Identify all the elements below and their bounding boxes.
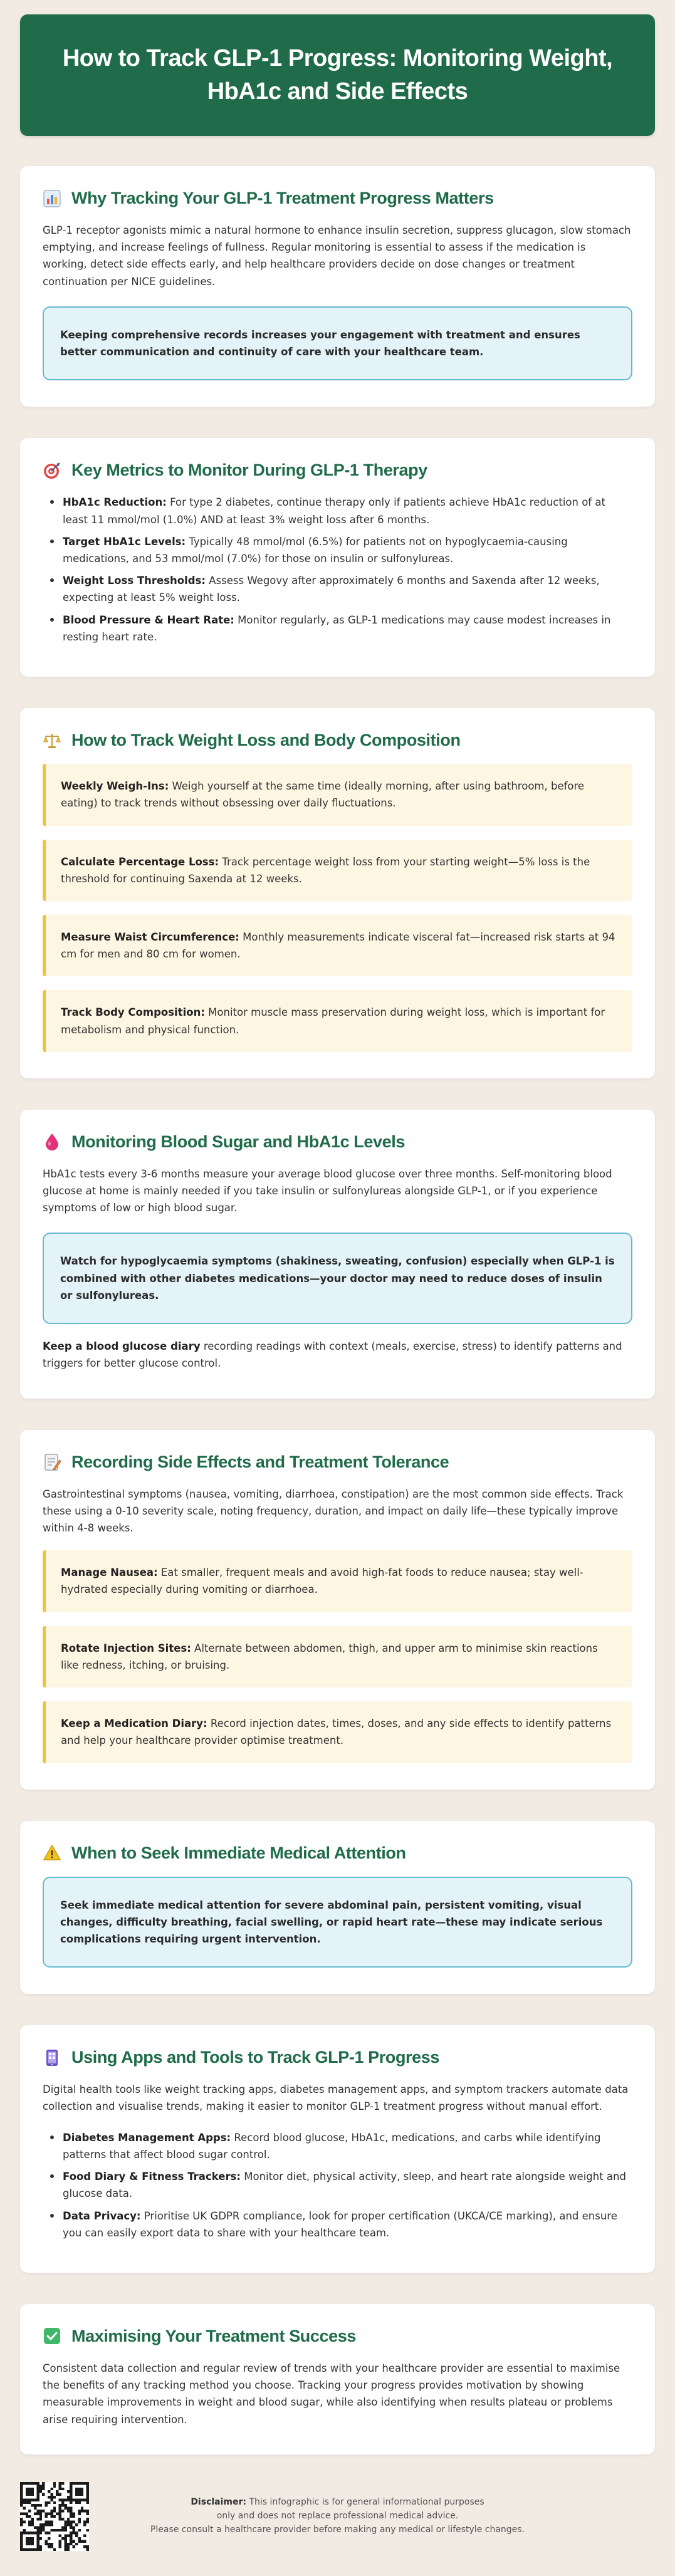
- item-text: For type 2 diabetes, continue therapy only if patients achieve HbA1c reduction of at least 11 mmol/mol (1.0%) AND at least 3% weight loss after 6 months.: [63, 496, 605, 526]
- tip-label: Track Body Composition:: [61, 1006, 205, 1019]
- item-label: Blood Pressure & Heart Rate:: [63, 613, 234, 626]
- section-title-row: [43, 2327, 632, 2346]
- disclaimer-label: Disclaimer:: [191, 2497, 246, 2508]
- list-item: [48, 2168, 632, 2202]
- section-title-row: [43, 1132, 632, 1152]
- list-item: [48, 2208, 632, 2241]
- item-text: Prioritise UK GDPR compliance, look for proper certification (UKCA/CE marking), and ensure you can easily export data to share with your healthcare team.: [63, 2209, 617, 2239]
- section-blood-sugar: [20, 1110, 655, 1399]
- tip-text: Record injection dates, times, doses, and any side effects to identify patterns and help your healthcare provider optimise treatment.: [61, 1718, 612, 1747]
- item-text: Assess Wegovy after approximately 6 months and Saxenda after 12 weeks, expecting at least 5% weight loss.: [63, 575, 600, 604]
- note-label: Keep a blood glucose diary: [43, 1340, 201, 1353]
- tip-box: [43, 990, 632, 1051]
- item-label: HbA1c Reduction:: [63, 496, 167, 509]
- section-body: Gastrointestinal symptoms (nausea, vomiting, diarrhoea, constipation) are the most common side effects. Track these using a 0-10 severity scale, noting frequency, duration, and impact on daily life—these typically improve within 4-8 weeks.: [43, 1488, 624, 1534]
- list-item: [48, 2129, 632, 2163]
- section-title-row: [43, 189, 632, 208]
- list-item: [48, 533, 632, 567]
- item-label: Data Privacy:: [63, 2209, 141, 2222]
- page-footer: [20, 2482, 655, 2551]
- tip-label: Calculate Percentage Loss:: [61, 855, 219, 868]
- section-body: HbA1c tests every 3-6 months measure your average blood glucose over three months. Self-monitoring blood glucose at home is mainly needed if you take insulin or sulfonylureas alongside GLP-1, or if you experience symptoms of low or high blood sugar.: [43, 1167, 612, 1214]
- scale-icon: [43, 731, 61, 750]
- check-box-icon: [43, 2327, 61, 2345]
- tip-box: [43, 764, 632, 825]
- item-text: Typically 48 mmol/mol (6.5%) for patients not on hypoglycaemia-causing medications, and 53 mmol/mol (7.0%) for those on insulin or sulfonylureas.: [63, 535, 568, 565]
- tip-box: [43, 1701, 632, 1763]
- section-title-row: [43, 461, 632, 480]
- section-title: Maximising Your Treatment Success: [71, 2326, 356, 2345]
- item-text: Monitor diet, physical activity, sleep, and heart rate alongside weight and glucose data.: [63, 2171, 626, 2200]
- tips-list: [43, 764, 632, 1052]
- section-treatment-success: [20, 2304, 655, 2454]
- section-title: When to Seek Immediate Medical Attention: [71, 1843, 406, 1862]
- section-title-row: [43, 1452, 632, 1472]
- info-callout: Watch for hypoglycaemia symptoms (shakiness, sweating, confusion) especially when GLP-1 is combined with other diabetes medications—your doctor may need to reduce doses of insulin or sulfonylureas.: [43, 1233, 632, 1324]
- list-item: [48, 494, 632, 528]
- info-callout: Keeping comprehensive records increases your engagement with treatment and ensures better communication and continuity of care with your healthcare team.: [43, 306, 632, 380]
- item-label: Weight Loss Thresholds:: [63, 575, 206, 587]
- tip-text: Monthly measurements indicate visceral fat—increased risk starts at 94 cm for men and 80 cm for women.: [61, 931, 615, 961]
- qr-code[interactable]: [20, 2482, 89, 2551]
- target-icon: [43, 461, 61, 480]
- section-side-effects: [20, 1430, 655, 1790]
- item-label: Target HbA1c Levels:: [63, 535, 186, 548]
- section-body: Digital health tools like weight tracking apps, diabetes management apps, and symptom trackers automate data collection and visualise trends, making it easier to monitor GLP-1 treatment progress without manual effort.: [43, 2083, 629, 2113]
- section-apps-tools: [20, 2025, 655, 2273]
- disclaimer-line-3: Please consult a healthcare provider before making any medical or lifestyle changes.: [150, 2524, 525, 2535]
- tip-text: Eat smaller, frequent meals and avoid high-fat foods to reduce nausea; stay well-hydrated especially during vomiting or diarrhoea.: [61, 1567, 583, 1596]
- disclaimer-line-1: This infographic is for general informational purposes: [246, 2497, 484, 2508]
- section-weight-tracking: [20, 708, 655, 1078]
- disclaimer: [89, 2496, 655, 2537]
- disclaimer-line-2: only and does not replace professional medical advice.: [216, 2510, 459, 2521]
- section-title-row: [43, 731, 632, 750]
- note-text: recording readings with context (meals, exercise, stress) to identify patterns and triggers for better glucose control.: [43, 1340, 622, 1370]
- blood-drop-icon: [43, 1132, 61, 1151]
- glucose-diary-note: [43, 1338, 632, 1372]
- metrics-list: [48, 494, 632, 645]
- tip-label: Weekly Weigh-Ins:: [61, 780, 169, 793]
- item-label: Diabetes Management Apps:: [63, 2131, 231, 2144]
- apps-list: [48, 2129, 632, 2241]
- section-body: GLP-1 receptor agonists mimic a natural hormone to enhance insulin secretion, suppress glucagon, slow stomach emptying, and increase feelings of fullness. Regular monitoring is essential to assess if the medication is working, detect side effects early, and help healthcare providers decide on dose changes or treatment continuation per NICE guidelines.: [43, 224, 631, 288]
- warning-callout: Seek immediate medical attention for severe abdominal pain, persistent vomiting, visual changes, difficulty breathing, facial swelling, or rapid heart rate—these may indicate serious complications requiring urgent intervention.: [43, 1877, 632, 1968]
- tip-label: Measure Waist Circumference:: [61, 931, 239, 943]
- tip-box: [43, 840, 632, 901]
- section-key-metrics: [20, 438, 655, 677]
- tip-box: [43, 1550, 632, 1612]
- tip-text: Alternate between abdomen, thigh, and upper arm to minimise skin reactions like redness, itching, or bruising.: [61, 1642, 598, 1671]
- section-title: How to Track Weight Loss and Body Composition: [71, 731, 461, 750]
- section-title: Key Metrics to Monitor During GLP-1 Therapy: [71, 461, 427, 480]
- tip-label: Keep a Medication Diary:: [61, 1718, 207, 1730]
- section-title: Monitoring Blood Sugar and HbA1c Levels: [71, 1132, 405, 1151]
- tips-list: [43, 1550, 632, 1763]
- tip-label: Rotate Injection Sites:: [61, 1642, 191, 1654]
- phone-app-icon: [43, 2048, 61, 2067]
- item-text: Monitor regularly, as GLP-1 medications may cause modest increases in resting heart rate.: [63, 613, 611, 643]
- item-label: Food Diary & Fitness Trackers:: [63, 2171, 241, 2183]
- tip-box: [43, 1626, 632, 1687]
- section-title-row: [43, 1843, 632, 1863]
- tip-text: Track percentage weight loss from your starting weight—5% loss is the threshold for continuing Saxenda at 12 weeks.: [61, 855, 590, 885]
- bar-chart-icon: [43, 189, 61, 208]
- notepad-icon: [43, 1452, 61, 1471]
- section-why-tracking: [20, 166, 655, 407]
- section-body: Consistent data collection and regular review of trends with your healthcare provider are essential to maximise the benefits of any tracking method you choose. Tracking your progress provides motivation by showing measurable improvements in weight and blood sugar, while also identifying when results plateau or problems arise requiring intervention.: [43, 2362, 620, 2426]
- item-text: Record blood glucose, HbA1c, medications, and carbs while identifying patterns that affect blood sugar control.: [63, 2131, 601, 2161]
- section-title: Recording Side Effects and Treatment Tolerance: [71, 1452, 449, 1471]
- section-urgent-attention: [20, 1821, 655, 1995]
- section-title: Using Apps and Tools to Track GLP-1 Progress: [71, 2048, 440, 2067]
- page-header: [20, 14, 655, 136]
- page-title: How to Track GLP-1 Progress: Monitoring Weight, HbA1c and Side Effects: [62, 44, 613, 105]
- tip-text: Weigh yourself at the same time (ideally morning, after using bathroom, before eating) to track trends without obsessing over daily fluctuations.: [61, 780, 585, 810]
- tip-label: Manage Nausea:: [61, 1567, 158, 1579]
- section-title: Why Tracking Your GLP-1 Treatment Progress Matters: [71, 189, 494, 207]
- list-item: [48, 572, 632, 606]
- warning-icon: [43, 1843, 61, 1862]
- list-item: [48, 612, 632, 645]
- tip-text: Monitor muscle mass preservation during weight loss, which is important for metabolism and physical function.: [61, 1006, 605, 1036]
- tip-box: [43, 915, 632, 976]
- section-title-row: [43, 2048, 632, 2067]
